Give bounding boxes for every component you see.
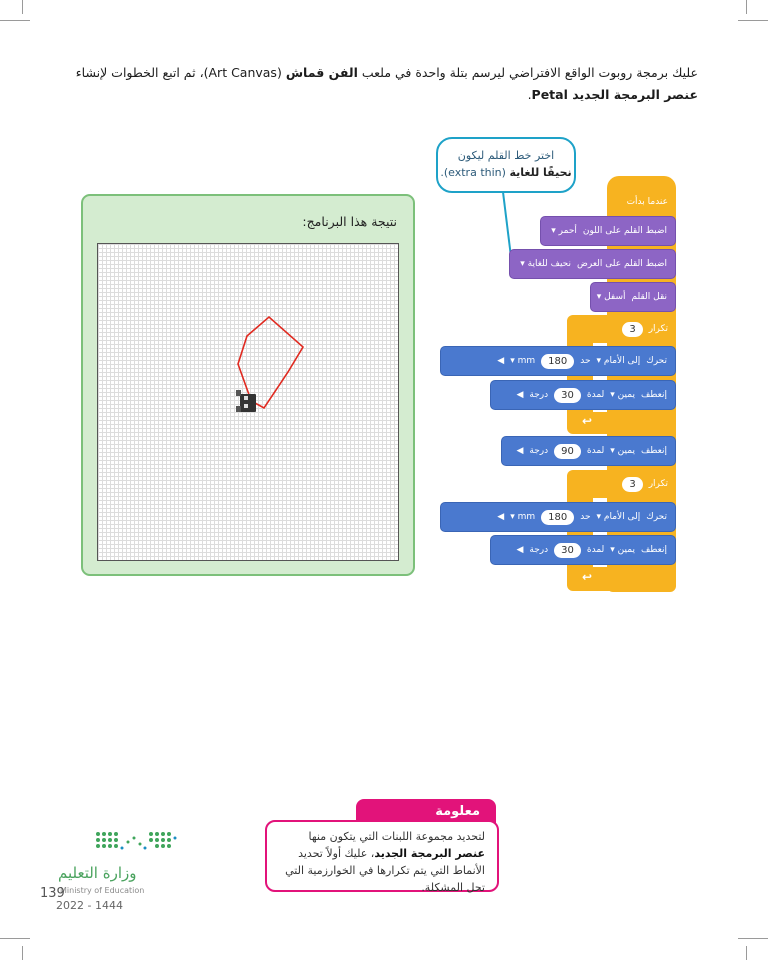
ministry-name-en: Ministry of Education <box>60 886 145 895</box>
collapse-arrow-icon[interactable]: ◀ <box>497 356 505 366</box>
set-pen-width-block[interactable] <box>509 249 676 279</box>
dropdown-value: نحيف للغاية <box>527 259 571 269</box>
repeat-count-input[interactable]: 3 <box>622 322 642 337</box>
block-label: درجة <box>529 446 549 456</box>
crop-mark <box>738 938 768 939</box>
dropdown-value: mm <box>517 356 536 366</box>
turn-direction-dropdown[interactable]: يمين ▾ <box>610 446 635 456</box>
set-pen-color-block[interactable] <box>540 216 676 246</box>
degrees-input[interactable]: 30 <box>554 388 581 403</box>
repeat-block-2[interactable] <box>567 470 676 498</box>
block-label: إنعطف <box>640 446 667 456</box>
info-box <box>265 820 499 892</box>
move-pen-block[interactable] <box>590 282 676 312</box>
unit-dropdown[interactable]: mm ▾ <box>510 512 536 522</box>
info-text: لتحديد مجموعة اللبنات التي يتكون منها <box>308 830 485 843</box>
color-dropdown[interactable]: أحمر ▾ <box>551 226 577 236</box>
collapse-arrow-icon[interactable]: ◀ <box>516 390 524 400</box>
result-title: نتيجة هذا البرنامج: <box>302 214 397 229</box>
direction-dropdown[interactable]: إلى الأمام ▾ <box>596 512 641 522</box>
callout-text: اختر خط القلم ليكون <box>457 149 555 162</box>
loop-return-icon: ↩ <box>582 570 593 584</box>
turn-block-90[interactable] <box>501 436 676 466</box>
crop-mark <box>746 0 747 14</box>
dropdown-value: يمين <box>617 446 635 456</box>
dropdown-value: إلى الأمام <box>603 512 641 522</box>
drive-block-1[interactable] <box>440 346 676 376</box>
petal-drawing <box>98 244 398 560</box>
info-tab: معلومة <box>356 799 496 825</box>
direction-dropdown[interactable]: إلى الأمام ▾ <box>596 356 641 366</box>
block-label: لمدة <box>586 545 605 555</box>
width-dropdown[interactable]: نحيف للغاية ▾ <box>520 259 571 269</box>
block-label: لمدة <box>586 446 605 456</box>
dropdown-value: إلى الأمام <box>603 356 641 366</box>
intro-text: عليك برمجة روبوت الواقع الافتراضي ليرسم بتلة واحدة في ملعب <box>357 65 698 80</box>
degrees-input[interactable]: 30 <box>554 543 581 558</box>
callout-text: (extra thin). <box>440 166 510 179</box>
block-label: درجة <box>529 390 549 400</box>
block-label: اضبط القلم على اللون <box>582 226 667 236</box>
ministry-name-ar: وزارة التعليم <box>58 864 137 882</box>
pen-position-dropdown[interactable]: أسفل ▾ <box>596 292 626 302</box>
distance-input[interactable]: 180 <box>541 354 574 369</box>
intro-text: (Art Canvas)، ثم اتبع الخطوات لإنشاء <box>75 65 286 80</box>
block-label: نقل القلم <box>631 292 667 302</box>
block-label: تكرار <box>648 479 668 489</box>
crop-mark <box>746 946 747 960</box>
block-label: لمدة <box>586 390 605 400</box>
page-number: 139 <box>40 886 65 901</box>
dropdown-value: أسفل <box>604 292 626 302</box>
dropdown-value: أحمر <box>558 226 577 236</box>
edition-year: 2022 - 1444 <box>56 899 123 912</box>
block-label: تحرك <box>646 356 667 366</box>
block-label: إنعطف <box>640 545 667 555</box>
intro-text: . <box>527 87 532 102</box>
block-label: تكرار <box>648 324 668 334</box>
turn-direction-dropdown[interactable]: يمين ▾ <box>610 545 635 555</box>
dropdown-value: يمين <box>617 390 635 400</box>
callout-bold: نحيفًا للغاية <box>509 166 572 179</box>
robot-icon <box>236 390 256 412</box>
turn-block-2[interactable] <box>490 535 676 565</box>
pen-width-callout <box>436 137 576 193</box>
collapse-arrow-icon[interactable]: ◀ <box>516 446 524 456</box>
drive-block-2[interactable] <box>440 502 676 532</box>
block-label: درجة <box>529 545 549 555</box>
intro-paragraph <box>60 62 698 106</box>
collapse-arrow-icon[interactable]: ◀ <box>497 512 505 522</box>
crop-mark <box>22 946 23 960</box>
distance-input[interactable]: 180 <box>541 510 574 525</box>
crop-mark <box>0 938 30 939</box>
intro-bold: الفن قماش <box>285 65 358 80</box>
dropdown-value: يمين <box>617 545 635 555</box>
info-text: ، عليك أولاً تحديد الأنماط التي يتم تكرارها في الخوارزمية التي تحل المشكلة. <box>285 847 485 894</box>
turn-direction-dropdown[interactable]: يمين ▾ <box>610 390 635 400</box>
dropdown-value: mm <box>517 512 536 522</box>
unit-dropdown[interactable]: mm ▾ <box>510 356 536 366</box>
crop-mark <box>22 0 23 14</box>
when-started-block[interactable] <box>607 190 676 214</box>
turn-block-1[interactable] <box>490 380 676 410</box>
block-label: اضبط القلم على العرض <box>576 259 667 269</box>
ministry-logo-icon <box>93 828 183 858</box>
block-label: إنعطف <box>640 390 667 400</box>
result-panel <box>81 194 415 576</box>
loop-return-icon: ↩ <box>582 414 593 428</box>
when-started-label: عندما بدأت <box>626 197 668 207</box>
block-label: حد <box>580 512 591 522</box>
degrees-input[interactable]: 90 <box>554 444 581 459</box>
repeat-count-input[interactable]: 3 <box>622 477 642 492</box>
block-label: تحرك <box>646 512 667 522</box>
collapse-arrow-icon[interactable]: ◀ <box>516 545 524 555</box>
crop-mark <box>0 20 30 21</box>
info-bold: عنصر البرمجة الجديد <box>374 847 485 860</box>
repeat-block-1[interactable] <box>567 315 676 343</box>
intro-bold: عنصر البرمجة الجديد Petal <box>531 87 698 102</box>
crop-mark <box>738 20 768 21</box>
art-canvas-grid <box>97 243 399 561</box>
block-label: حد <box>580 356 591 366</box>
